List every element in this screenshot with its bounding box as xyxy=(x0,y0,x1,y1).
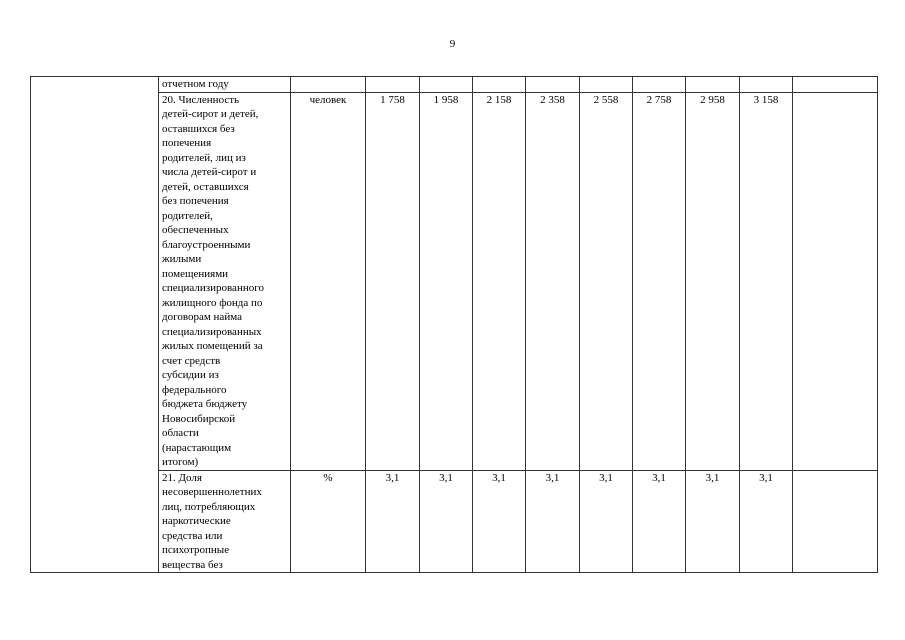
empty-cell xyxy=(31,77,159,573)
page-number: 9 xyxy=(449,38,456,50)
value-cell: 3,1 xyxy=(633,470,686,573)
value-cell: 3,1 xyxy=(580,470,633,573)
value-cell xyxy=(420,77,473,93)
value-cell xyxy=(473,77,526,93)
unit-cell: человек xyxy=(291,92,366,470)
value-cell xyxy=(366,77,420,93)
value-cell: 1 958 xyxy=(420,92,473,470)
value-cell: 3,1 xyxy=(366,470,420,573)
last-cell xyxy=(793,92,878,470)
unit-cell: % xyxy=(291,470,366,573)
value-cell: 2 358 xyxy=(526,92,580,470)
value-cell xyxy=(580,77,633,93)
table-row xyxy=(31,92,878,470)
value-cell xyxy=(633,77,686,93)
last-cell xyxy=(793,470,878,573)
indicators-table xyxy=(30,76,878,573)
indicator-name: 21. Доля несовершеннолетних лиц, потребляющих наркотические средства или психотропные вещества без xyxy=(159,470,291,573)
value-cell: 3,1 xyxy=(740,470,793,573)
table-row xyxy=(31,77,878,93)
value-cell: 3,1 xyxy=(420,470,473,573)
value-cell xyxy=(686,77,740,93)
last-cell xyxy=(793,77,878,93)
value-cell: 3 158 xyxy=(740,92,793,470)
value-cell: 2 958 xyxy=(686,92,740,470)
value-cell: 1 758 xyxy=(366,92,420,470)
value-cell: 2 158 xyxy=(473,92,526,470)
value-cell: 3,1 xyxy=(686,470,740,573)
unit-cell xyxy=(291,77,366,93)
value-cell: 2 558 xyxy=(580,92,633,470)
value-cell xyxy=(740,77,793,93)
value-cell: 3,1 xyxy=(526,470,580,573)
value-cell: 2 758 xyxy=(633,92,686,470)
table-row xyxy=(31,470,878,573)
indicator-name: отчетном году xyxy=(159,77,291,93)
value-cell xyxy=(526,77,580,93)
indicator-name: 20. Численность детей-сирот и детей, оставшихся без попечения родителей, лиц из числа детей-сирот и детей, оставшихся без попечения родителей, обеспеченных благоустроенными жилыми помещениями специализированного жилищного фонда по договорам найма специализированных жилых помещений за счет средств субсидии из федерального бюджета бюджету Новосибирской области (нарастающим итогом) xyxy=(159,92,291,470)
value-cell: 3,1 xyxy=(473,470,526,573)
